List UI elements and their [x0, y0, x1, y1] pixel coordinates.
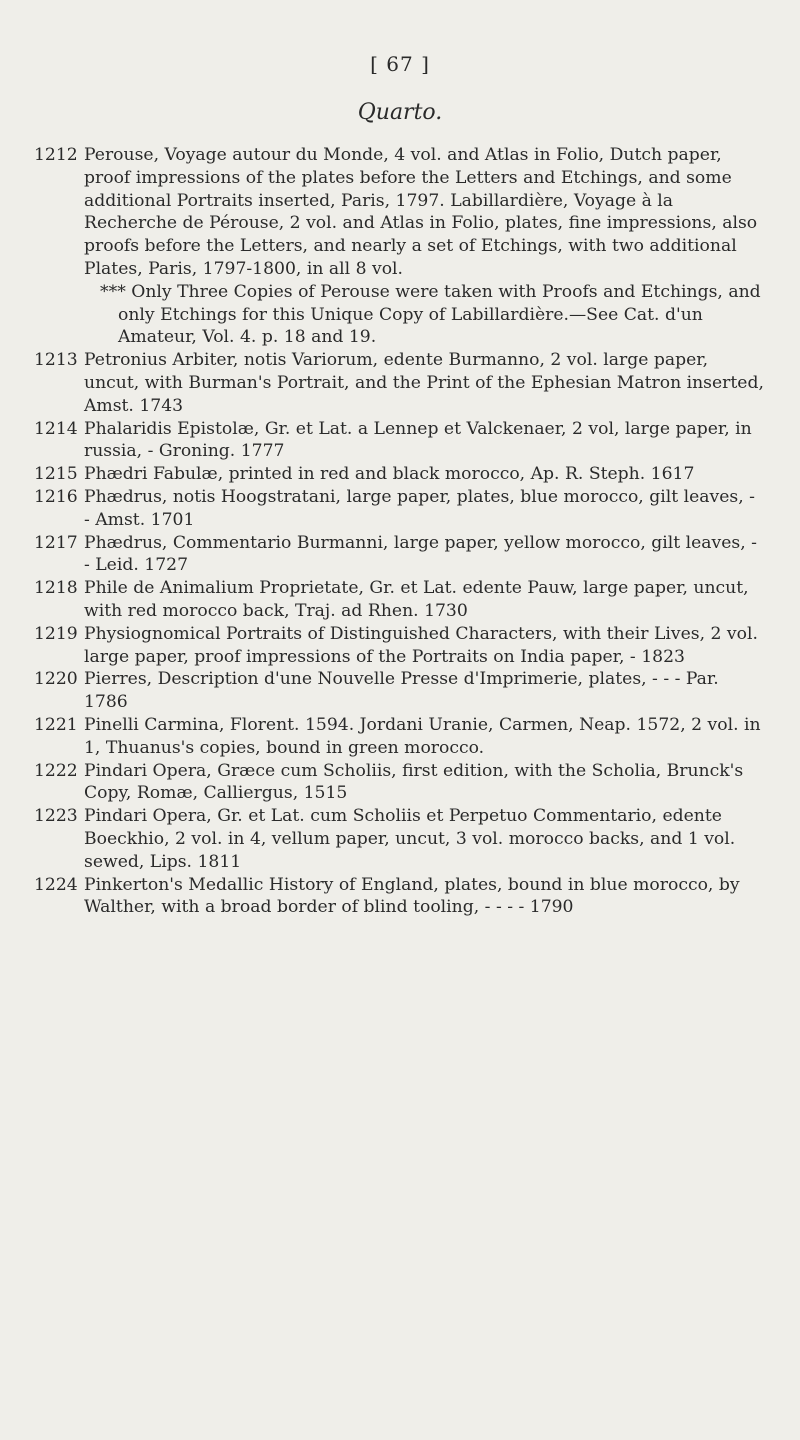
catalogue-note [34, 281, 764, 349]
entry-description: Pinkerton's Medallic History of England, plates, bound in blue morocco, by Walther, with a broad border of blind tooling, - - - - 1790 [84, 874, 740, 918]
entry-description: Phædrus, Commentario Burmanni, large paper, yellow morocco, gilt leaves, - - Leid. 1727 [84, 532, 757, 576]
catalogue-entry [34, 760, 764, 806]
entry-description: Physiognomical Portraits of Distinguished Characters, with their Lives, 2 vol. large paper, proof impressions of the Portraits on India paper, - 1823 [84, 623, 758, 667]
lot-number: 1220 [34, 669, 78, 690]
entry-description: Pindari Opera, Græce cum Scholiis, first edition, with the Scholia, Brunck's Copy, Romæ, Calliergus, 1515 [84, 760, 744, 804]
catalogue-entry [34, 532, 764, 578]
entry-description: Perouse, Voyage autour du Monde, 4 vol. and Atlas in Folio, Dutch paper, proof impressions of the plates before the Letters and Etchings, and some additional Portraits inserted, Paris, 1797. Labillardière, Voyage à la Recherche de Pérouse, 2 vol. and Atlas in Folio, plates, fine impressions, also proofs before the Letters, and nearly a set of Etchings, with two additional Plates, Paris, 1797-1800, in all 8 vol. [84, 145, 758, 279]
catalogue-entry [34, 486, 764, 532]
catalogue-entry [34, 349, 764, 417]
lot-number: 1221 [34, 714, 78, 735]
lot-number: 1214 [34, 418, 78, 439]
catalogue-entry [34, 418, 764, 464]
lot-number: 1222 [34, 760, 78, 781]
entry-description: Phalaridis Epistolæ, Gr. et Lat. a Lennep et Valckenaer, 2 vol, large paper, in russia, - Groning. 1777 [84, 418, 752, 462]
catalogue-entry [34, 144, 764, 281]
entry-description: Phædrus, notis Hoogstratani, large paper, plates, blue morocco, gilt leaves, - - Amst. 1701 [84, 486, 755, 530]
lot-number: 1224 [34, 874, 78, 895]
catalogue-entry [34, 714, 764, 760]
page-number: [ 67 ] [370, 52, 430, 76]
lot-number: 1223 [34, 806, 78, 827]
lot-number: 1216 [34, 486, 78, 507]
note-text: *** Only Three Copies of Perouse were taken with Proofs and Etchings, and only Etchings for this Unique Copy of Labillardière.—See Cat. d'un Amateur, Vol. 4. p. 18 and 19. [100, 281, 761, 348]
entry-list [34, 144, 764, 919]
entry-description: Phile de Animalium Proprietate, Gr. et Lat. edente Pauw, large paper, uncut, with red morocco back, Traj. ad Rhen. 1730 [84, 578, 749, 621]
catalogue-entry [34, 577, 764, 623]
catalogue-entry [34, 463, 764, 486]
catalogue-entry [34, 668, 764, 714]
lot-number: 1218 [34, 578, 78, 599]
lot-number: 1215 [34, 464, 78, 485]
lot-number: 1212 [34, 145, 78, 165]
catalogue-entry [34, 805, 764, 873]
entry-description: Petronius Arbiter, notis Variorum, edente Burmanno, 2 vol. large paper, uncut, with Burman's Portrait, and the Print of the Ephesian Matron inserted, Amst. 1743 [84, 350, 764, 416]
entry-description: Pinelli Carmina, Florent. 1594. Jordani Uranie, Carmen, Neap. 1572, 2 vol. in 1, Thuanus's copies, bound in green morocco. [84, 714, 761, 758]
entry-description: Pierres, Description d'une Nouvelle Presse d'Imprimerie, plates, - - - Par. 1786 [84, 669, 719, 713]
entry-description: Pindari Opera, Gr. et Lat. cum Scholiis et Perpetuo Commentario, edente Boeckhio, 2 vol. in 4, vellum paper, uncut, 3 vol. morocco backs, and 1 vol. sewed, Lips. 1811 [84, 806, 736, 872]
catalogue-entry [34, 874, 764, 920]
entry-description: Phædri Fabulæ, printed in red and black morocco, Ap. R. Steph. 1617 [84, 464, 695, 485]
lot-number: 1219 [34, 623, 78, 644]
lot-number: 1217 [34, 532, 78, 553]
catalogue-entry [34, 623, 764, 669]
section-heading: Quarto. [357, 100, 443, 125]
lot-number: 1213 [34, 350, 78, 371]
